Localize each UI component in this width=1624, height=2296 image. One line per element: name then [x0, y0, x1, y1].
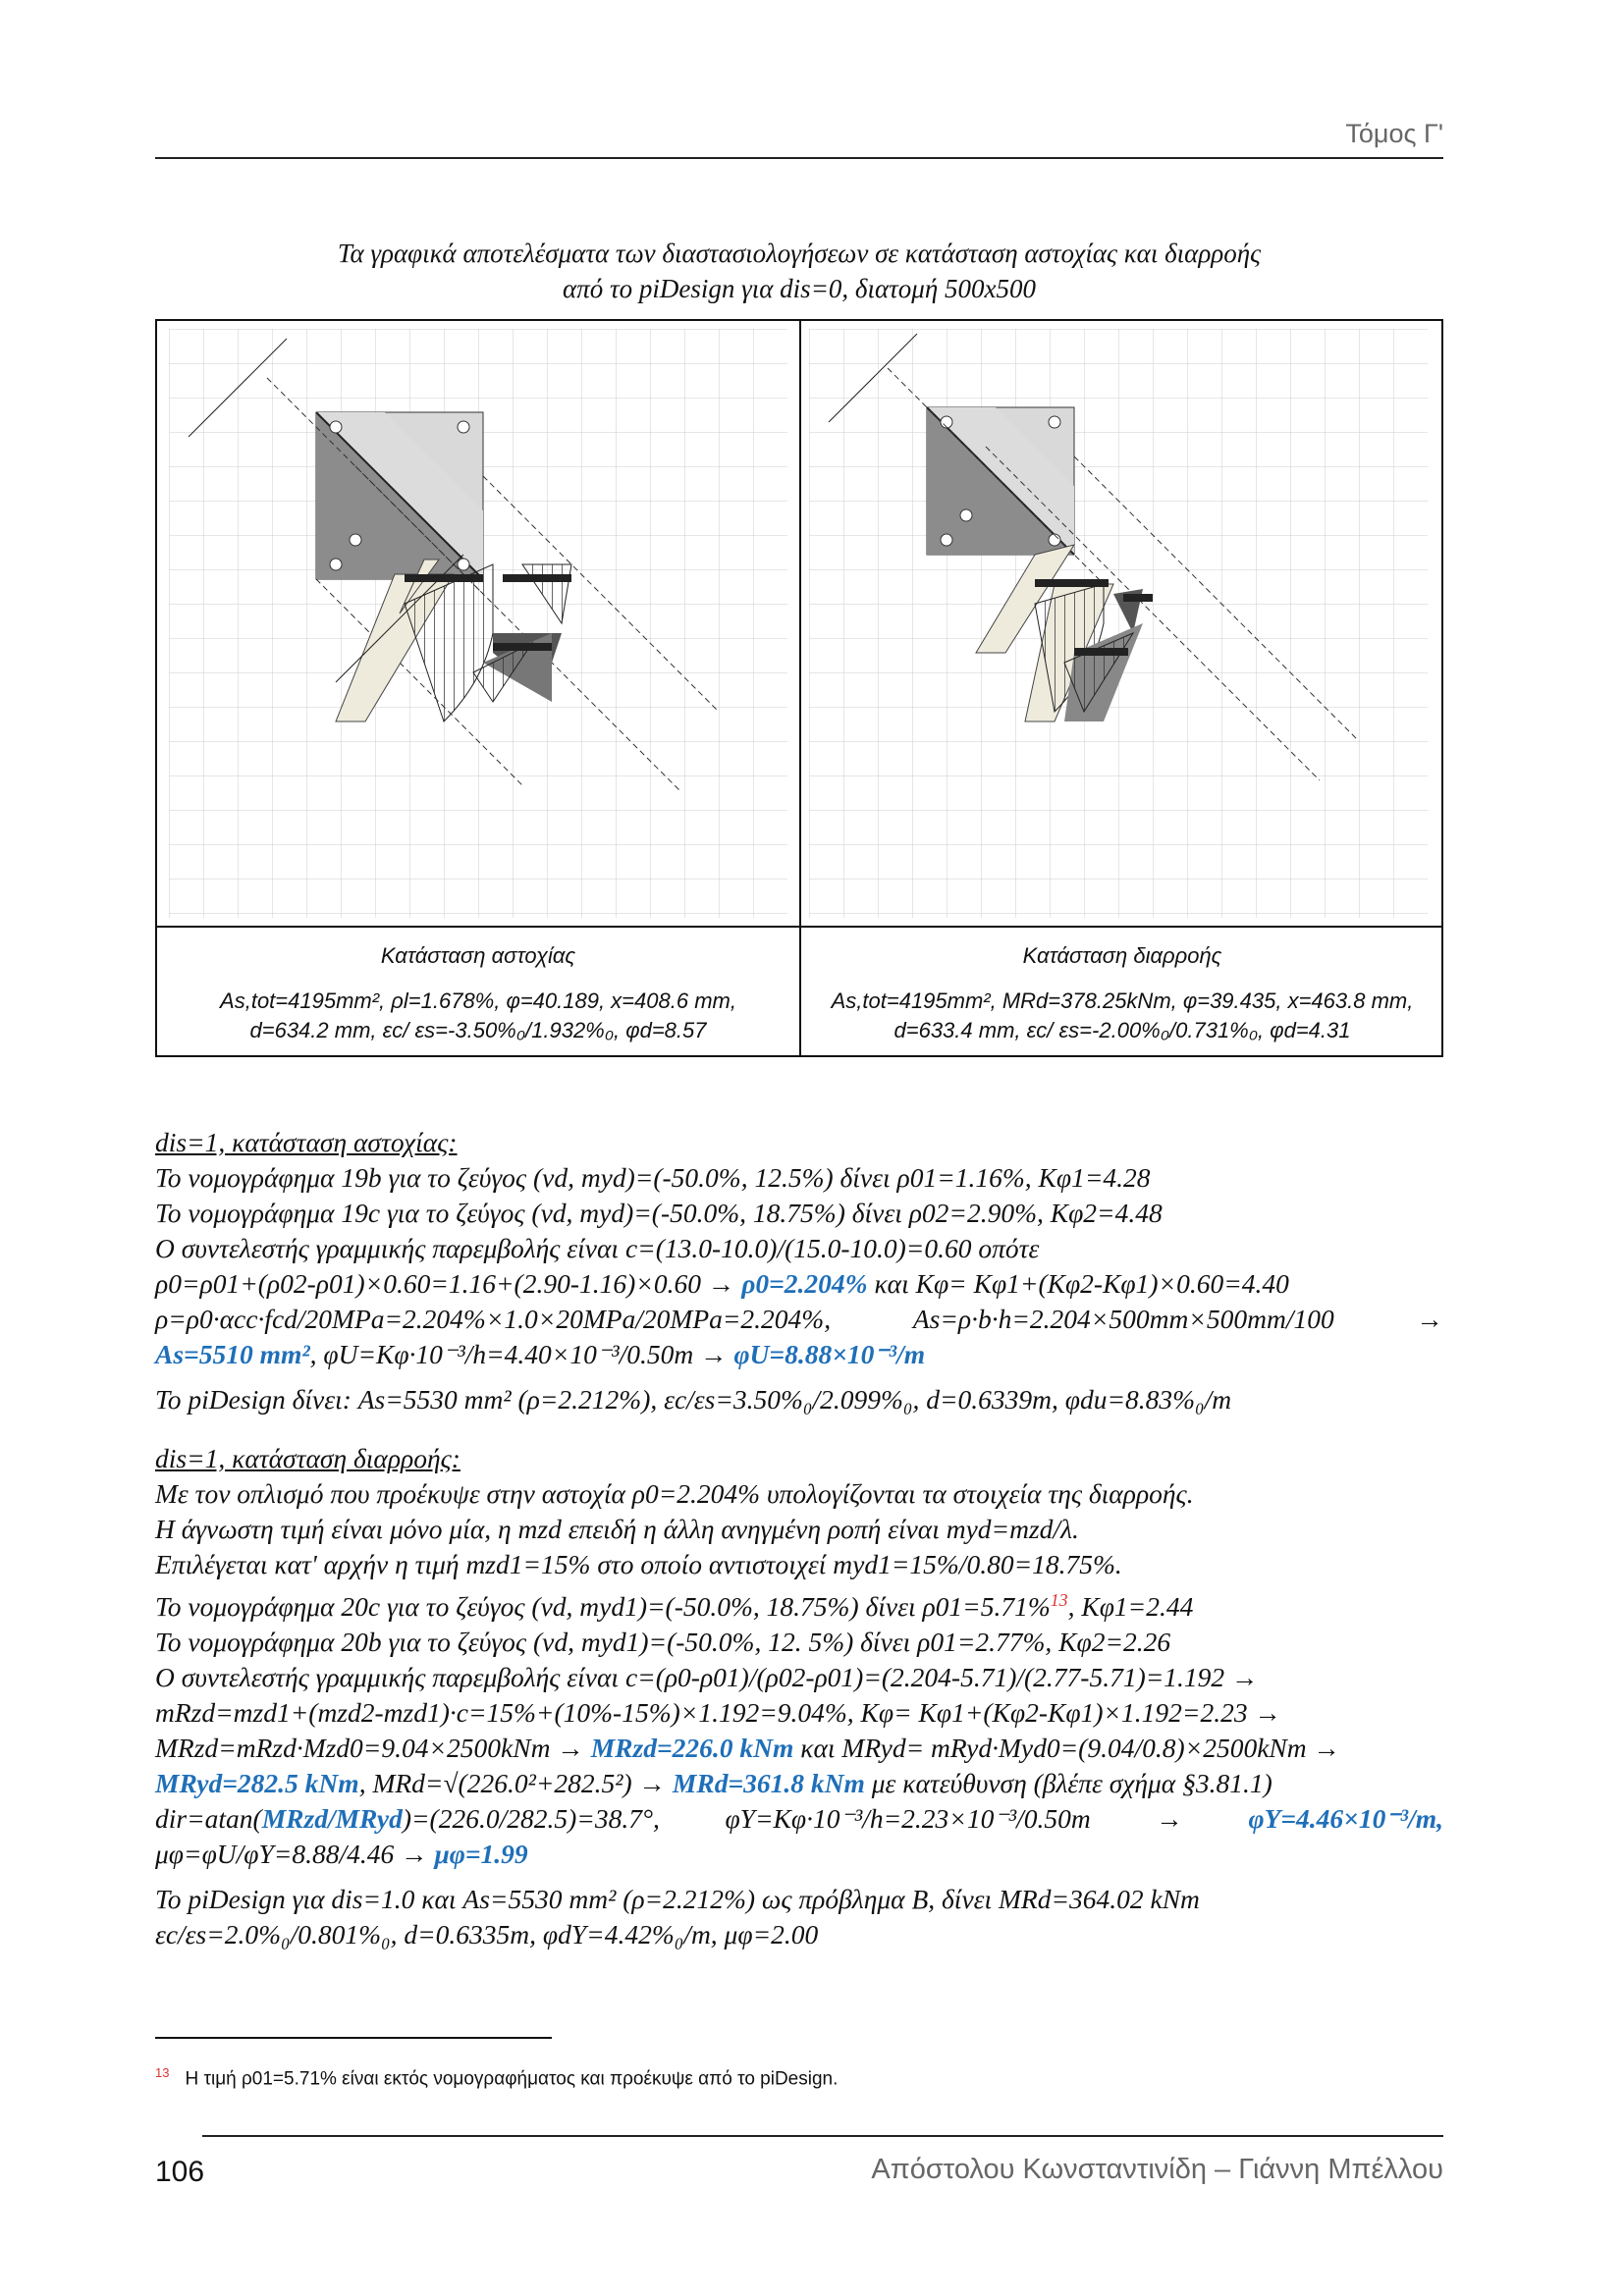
- text-line: Το νομογράφημα 20b για το ζεύγος (νd, myd1)=(-50.0%, 12. 5%) δίνει ρ01=2.77%, Kφ2=2.26: [155, 1627, 1171, 1658]
- yield-state-caption: [801, 930, 1443, 1045]
- muphi-result: μφ=1.99: [434, 1839, 528, 1870]
- ultimate-state-values-1: As,tot=4195mm², ρl=1.678%, φ=40.189, x=408.6 mm,: [220, 988, 736, 1013]
- mryd-result: MRyd=282.5 kNm: [155, 1768, 359, 1799]
- footnote: [155, 2065, 838, 2090]
- pidesign-result: Το piDesign δίνει: As=5530 mm² (ρ=2.212%), εc/εs=3.50%₀/2.099%₀, d=0.6339m, φdu=8.83%₀/m: [155, 1384, 1232, 1415]
- text-line: MRyd=282.5 kNm, MRd=√(226.0²+282.5²) → MRd=361.8 kNm με κατεύθυνση (βλέπε σχήμα §3.81.1): [155, 1768, 1272, 1799]
- text-line: Με τον οπλισμό που προέκυψε στην αστοχία ρ0=2.204% υπολογίζονται τα στοιχεία της διαρροής.: [155, 1478, 1194, 1509]
- text-line: Επιλέγεται κατ' αρχήν η τιμή mzd1=15% στο οποίο αντιστοιχεί myd1=15%/0.80=18.75%.: [155, 1549, 1122, 1579]
- rho0-result: ρ0=2.204%: [741, 1268, 868, 1299]
- mrd-result: MRd=361.8 kNm: [672, 1768, 865, 1799]
- page-number: 106: [155, 2156, 205, 2188]
- footer-rule: [202, 2135, 1443, 2137]
- caption-line-1: Τα γραφικά αποτελέσματα των διαστασιολογήσεων σε κατάσταση αστοχίας και διαρροής: [337, 239, 1262, 268]
- volume-label: Τόμος Γ': [1345, 119, 1443, 148]
- text-line: Ο συντελεστής γραμμικής παρεμβολής είναι c=(13.0-10.0)/(15.0-10.0)=0.60 οπότε: [155, 1233, 1040, 1263]
- footnote-separator: [155, 2037, 552, 2039]
- pidesign-result-2: εc/εs=2.0%₀/0.801%₀, d=0.6335m, φdY=4.42%₀/m, μφ=2.00: [155, 1919, 819, 1950]
- text-line: mRzd=mzd1+(mzd2-mzd1)·c=15%+(10%-15%)×1.192=9.04%, Kφ= Kφ1+(Kφ2-Kφ1)×1.192=2.23 →: [155, 1697, 1281, 1729]
- phiu-result: φU=8.88×10⁻³/m: [733, 1339, 926, 1369]
- yield-state-title: Κατάσταση διαρροής: [1022, 943, 1222, 968]
- ultimate-state-values-2: d=634.2 mm, εc/ εs=-3.50%₀/1.932%₀, φd=8.57: [249, 1018, 707, 1042]
- text-line: dir=atan(MRzd/MRyd)=(226.0/282.5)=38.7°, φY=Kφ·10⁻³/h=2.23×10⁻³/0.50m → φY=4.46×10⁻³/m,: [155, 1801, 1443, 1837]
- text-line: ρ0=ρ01+(ρ02-ρ01)×0.60=1.16+(2.90-1.16)×0.60 → ρ0=2.204% και Kφ= Kφ1+(Kφ2-Kφ1)×0.60=4.40: [155, 1268, 1289, 1299]
- ultimate-state-title: Κατάσταση αστοχίας: [380, 943, 576, 968]
- figure-table: [155, 319, 1443, 1057]
- caption-line-2: από το piDesign για dis=0, διατομή 500x500: [563, 274, 1036, 303]
- text-line: Το νομογράφημα 19c για το ζεύγος (νd, myd)=(-50.0%, 18.75%) δίνει ρ02=2.90%, Kφ2=4.48: [155, 1198, 1163, 1228]
- pidesign-result-1: Το piDesign για dis=1.0 και As=5530 mm² (ρ=2.212%) ως πρόβλημα Β, δίνει MRd=364.02 kNm: [155, 1884, 1200, 1915]
- yield-state-diagram: [809, 329, 1428, 918]
- ultimate-state-caption: [157, 930, 799, 1045]
- mrzd-result: MRzd=226.0 kNm: [590, 1733, 794, 1764]
- yield-state-values-1: As,tot=4195mm², MRd=378.25kNm, φ=39.435, x=463.8 mm,: [831, 988, 1414, 1013]
- footnote-number: 13: [155, 2065, 170, 2080]
- footnote-ref: 13: [1050, 1590, 1068, 1610]
- phiy-result: φY=4.46×10⁻³/m,: [1248, 1803, 1443, 1835]
- text-line: μφ=φU/φY=8.88/4.46 → μφ=1.99: [155, 1839, 528, 1870]
- text-line: Το νομογράφημα 19b για το ζεύγος (νd, myd)=(-50.0%, 12.5%) δίνει ρ01=1.16%, Kφ1=4.28: [155, 1162, 1151, 1193]
- footnote-text: Η τιμή ρ01=5.71% είναι εκτός νομογραφήματος και προέκυψε από το piDesign.: [185, 2068, 839, 2090]
- ultimate-state-diagram: [169, 329, 787, 918]
- section-heading: dis=1, κατάσταση διαρροής:: [155, 1443, 460, 1473]
- page-header: [155, 110, 1443, 159]
- text-line: MRzd=mRzd·Mzd0=9.04×2500kNm → MRzd=226.0 kNm και MRyd= mRyd·Myd0=(9.04/0.8)×2500kNm →: [155, 1733, 1340, 1764]
- section-yield: [155, 1441, 1443, 1952]
- text-line: Η άγνωστη τιμή είναι μόνο μία, η mzd επειδή η άλλη ανηγμένη ροπή είναι myd=mzd/λ.: [155, 1514, 1079, 1544]
- as-result: As=5510 mm²: [155, 1339, 310, 1369]
- text-line: ρ=ρ0·αcc·fcd/20MPa=2.204%×1.0×20MPa/20MPa=2.204%, As=ρ·b·h=2.204×500mm×500mm/100 →: [155, 1304, 1443, 1334]
- yield-state-values-2: d=633.4 mm, εc/ εs=-2.00%₀/0.731%₀, φd=4.31: [893, 1018, 1351, 1042]
- text-line: Το νομογράφημα 20c για το ζεύγος (νd, myd1)=(-50.0%, 18.75%) δίνει ρ01=5.71%$^{13}$, Kφ1=2.44: [155, 1590, 1194, 1623]
- text-line: As=5510 mm², φU=Kφ·10⁻³/h=4.40×10⁻³/0.50m → φU=8.88×10⁻³/m: [155, 1339, 926, 1369]
- text-line: Ο συντελεστής γραμμικής παρεμβολής είναι c=(ρ0-ρ01)/(ρ02-ρ01)=(2.204-5.71)/(2.77-5.71)=1.192 →: [155, 1662, 1259, 1693]
- section-heading: dis=1, κατάσταση αστοχίας:: [155, 1127, 458, 1157]
- section-ultimate: [155, 1125, 1443, 1417]
- authors: Απόστολου Κωνσταντινίδη – Γιάννη Μπέλλου: [871, 2154, 1443, 2185]
- figure-caption: [155, 236, 1443, 306]
